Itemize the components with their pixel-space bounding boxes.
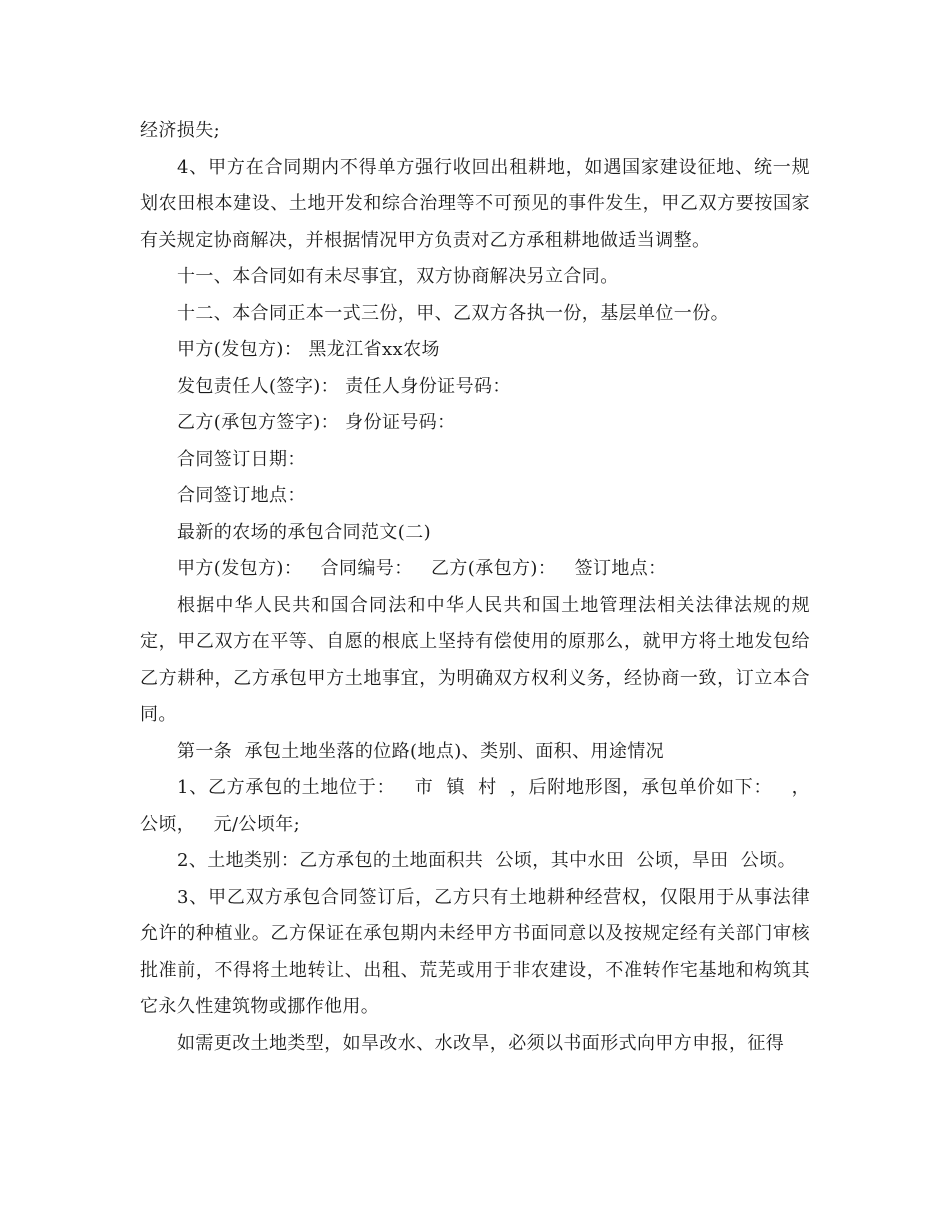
document-body bbox=[140, 113, 829, 1062]
responsible-person-line: 发包责任人(签字)： 责任人身份证号码： bbox=[177, 375, 511, 397]
party-a-line: 甲方(发包方)： 黑龙江省xx农场 bbox=[177, 339, 440, 360]
paragraph-item-2: 2、土地类别：乙方承包的土地面积共 公顷，其中水田 公顷，旱田 公顷。 bbox=[177, 850, 796, 871]
party-b-line: 乙方(承包方签字)： 身份证号码： bbox=[177, 412, 456, 433]
paragraph-clause-11: 十一、本合同如有未尽事宜，双方协商解决另立合同。 bbox=[177, 266, 619, 287]
paragraph-preamble: 根据中华人民共和国合同法和中华人民共和国土地管理法相关法律法规的规定，甲乙双方在平等、自愿的根底上坚持有偿使用的原那么，就甲方将土地发包给乙方耕种，乙方承包甲方土地事宜，为明确双方权利义务，经协商一致，订立本合同。 bbox=[140, 594, 810, 725]
section-title: 最新的农场的承包合同范文(二) bbox=[177, 521, 432, 543]
sign-place-line: 合同签订地点： bbox=[177, 485, 306, 506]
paragraph-item-3: 3、甲乙双方承包合同签订后，乙方只有土地耕种经营权，仅限用于从事法律允许的种植业。乙方保证在承包期内未经甲方书面同意以及按规定经有关部门审核批准前，不得将土地转让、出租、荒芜或用于非农建设，不准转作宅基地和构筑其它永久性建筑物或挪作他用。 bbox=[140, 886, 810, 1017]
sign-date-line: 合同签订日期： bbox=[177, 448, 306, 470]
paragraph-land-type-change: 如需更改土地类型，如旱改水、水改旱，必须以书面形式向甲方申报，征得 bbox=[177, 1032, 785, 1054]
paragraph-clause-12: 十二、本合同正本一式三份，甲、乙双方各执一份，基层单位一份。 bbox=[177, 302, 729, 324]
article-1-heading: 第一条 承包土地坐落的位路(地点)、类别、面积、用途情况 bbox=[177, 740, 665, 762]
parties-header-line: 甲方(发包方)： 合同编号： 乙方(承包方)： 签订地点： bbox=[177, 558, 667, 579]
paragraph-clause-4: 4、甲方在合同期内不得单方强行收回出租耕地，如遇国家建设征地、统一规划农田根本建设、土地开发和综合治理等不可预见的事件发生，甲乙双方要按国家有关规定协商解决，并根据情况甲方负责对乙方承租耕地做适当调整。 bbox=[140, 156, 810, 251]
paragraph-item-1: 1、乙方承包的土地位于： 市 镇 村 ，后附地形图，承包单价如下： ， 公顷， 元/公顷年; bbox=[140, 777, 829, 835]
paragraph-economic-loss: 经济损失; bbox=[140, 120, 221, 141]
